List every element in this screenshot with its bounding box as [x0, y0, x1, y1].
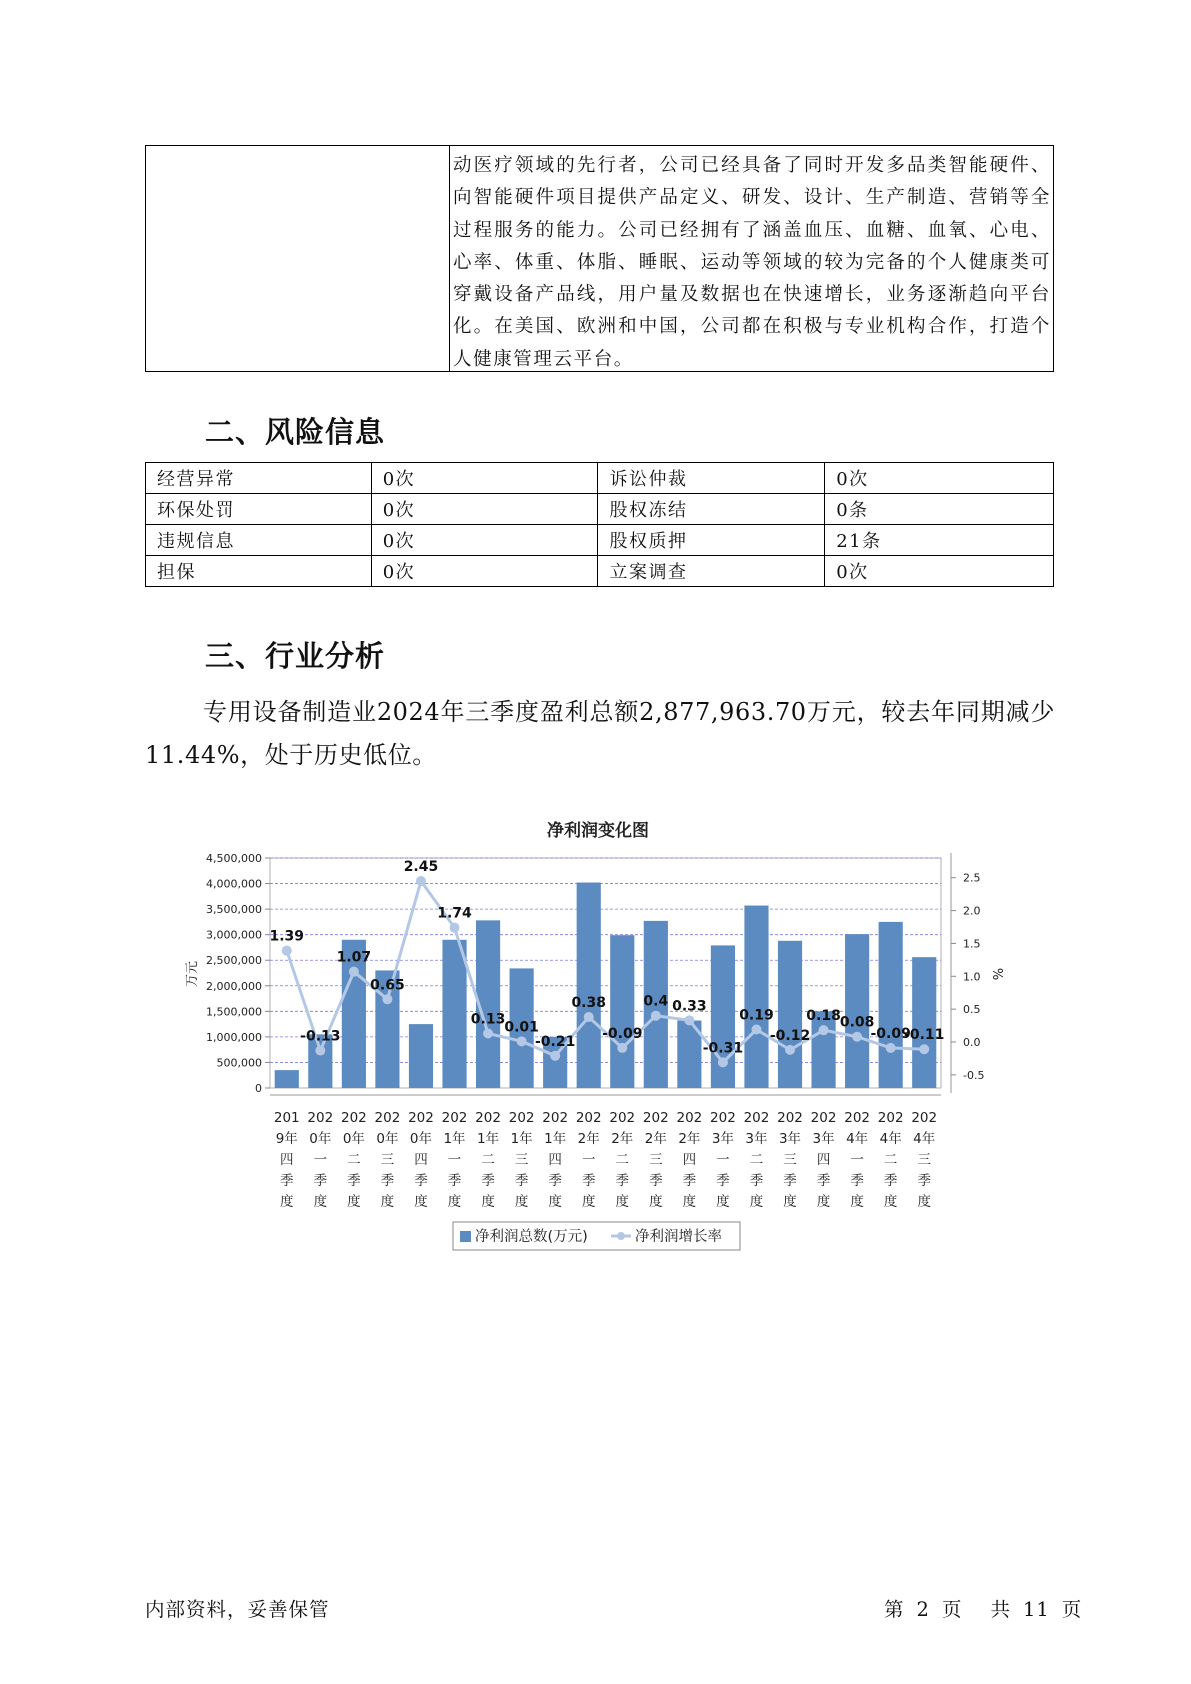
- y2-tick-label: 1.0: [963, 970, 981, 984]
- x-tick-label: 0年: [342, 1131, 365, 1147]
- x-tick-label: 0年: [376, 1131, 399, 1147]
- risk-table: [145, 462, 1054, 587]
- bar: [845, 934, 869, 1088]
- x-tick-label: 202: [374, 1110, 401, 1126]
- x-tick-label: 季: [749, 1173, 764, 1189]
- x-tick-label: 度: [649, 1194, 663, 1210]
- x-tick-label: 季: [615, 1173, 630, 1189]
- x-tick-label: 一: [716, 1152, 730, 1168]
- x-tick-label: 4年: [913, 1131, 936, 1147]
- risk-row: [146, 556, 1054, 587]
- risk-value: 0次: [371, 494, 598, 525]
- growth-point: [315, 1046, 325, 1056]
- bar: [912, 957, 936, 1088]
- y2-tick-label: -0.5: [963, 1068, 985, 1082]
- x-tick-label: 二: [615, 1152, 630, 1168]
- net-profit-chart: [0, 800, 1191, 1270]
- growth-data-label: 0.38: [571, 995, 606, 1012]
- bar: [778, 941, 802, 1088]
- risk-key: 环保处罚: [146, 494, 372, 525]
- page-number: 2: [916, 1598, 930, 1621]
- bar: [409, 1024, 433, 1088]
- bar: [577, 883, 601, 1088]
- x-tick-label: 1年: [510, 1131, 533, 1147]
- x-tick-label: 1年: [544, 1131, 567, 1147]
- x-tick-label: 度: [313, 1194, 328, 1210]
- x-tick-label: 三: [917, 1152, 931, 1168]
- x-tick-label: 度: [481, 1194, 495, 1210]
- x-tick-label: 季: [313, 1173, 328, 1189]
- legend-bar-swatch: [460, 1231, 471, 1242]
- risk-value: 0次: [371, 556, 598, 587]
- chart-legend: [453, 1222, 740, 1250]
- x-tick-label: 度: [447, 1194, 462, 1210]
- x-tick-label: 三: [514, 1152, 529, 1168]
- y2-axis-label: %: [989, 967, 1004, 981]
- x-tick-label: 202: [307, 1110, 334, 1126]
- x-tick-label: 9年: [275, 1131, 298, 1147]
- x-tick-label: 2年: [577, 1131, 600, 1147]
- x-tick-label: 度: [347, 1194, 361, 1210]
- risk-row: [146, 494, 1054, 525]
- x-tick-label: 202: [676, 1110, 703, 1126]
- x-tick-label: 季: [783, 1173, 797, 1189]
- x-tick-label: 季: [649, 1173, 663, 1189]
- growth-point: [584, 1012, 594, 1022]
- bar: [275, 1070, 299, 1088]
- x-tick-label: 202: [810, 1110, 837, 1126]
- growth-point: [349, 967, 359, 977]
- x-tick-label: 度: [716, 1194, 730, 1210]
- x-tick-label: 1年: [477, 1131, 500, 1147]
- x-tick-label: 度: [816, 1194, 831, 1210]
- x-tick-label: 度: [581, 1194, 596, 1210]
- growth-point: [483, 1028, 493, 1038]
- x-tick-label: 度: [548, 1194, 562, 1210]
- x-tick-label: 四: [280, 1152, 294, 1168]
- x-tick-label: 一: [313, 1152, 328, 1168]
- growth-point: [684, 1015, 694, 1025]
- total-prefix: 共: [990, 1598, 1011, 1621]
- growth-data-label: -0.31: [702, 1040, 744, 1057]
- x-tick-label: 二: [481, 1152, 495, 1168]
- growth-point: [718, 1057, 728, 1067]
- x-tick-label: 202: [609, 1110, 636, 1126]
- growth-data-label: -0.11: [904, 1027, 945, 1044]
- x-tick-label: 季: [447, 1173, 462, 1189]
- page-prefix: 第: [884, 1598, 905, 1621]
- x-tick-label: 度: [749, 1194, 764, 1210]
- y-tick-label: 2,500,000: [206, 954, 262, 968]
- growth-point: [852, 1032, 862, 1042]
- growth-data-label: -0.13: [300, 1028, 341, 1045]
- x-tick-label: 202: [408, 1110, 434, 1126]
- x-tick-label: 季: [280, 1173, 294, 1189]
- x-tick-label: 季: [347, 1173, 361, 1189]
- risk-value: 21条: [825, 525, 1054, 556]
- growth-data-label: 0.13: [470, 1011, 506, 1028]
- x-tick-label: 202: [844, 1110, 871, 1126]
- x-tick-label: 季: [883, 1173, 898, 1189]
- growth-point: [886, 1043, 896, 1053]
- y-tick-label: 1,000,000: [206, 1030, 262, 1044]
- growth-point: [919, 1044, 929, 1054]
- industry-paragraph: 专用设备制造业2024年三季度盈利总额2,877,963.70万元，较去年同期减少11.44%，处于历史低位。: [145, 698, 1055, 769]
- y-tick-label: 3,500,000: [206, 903, 262, 917]
- x-tick-label: 二: [883, 1152, 898, 1168]
- y2-tick-label: 0.5: [963, 1003, 981, 1017]
- intro-table-text-cell: 动医疗领域的先行者，公司已经具备了同时开发多品类智能硬件、向智能硬件项目提供产品定义、研发、设计、生产制造、营销等全过程服务的能力。公司已经拥有了涵盖血压、血糖、血氧、心电、心率、体重、体脂、睡眠、运动等领域的较为完备的个人健康类可穿戴设备产品线，用户量及数据也在快速增长，业务逐渐趋向平台化。在美国、欧洲和中国，公司都在积极与专业机构合作，打造个人健康管理云平台。: [453, 155, 1051, 370]
- risk-value: 0次: [825, 556, 1054, 587]
- risk-value: 0次: [825, 463, 1054, 494]
- y-tick-label: 3,000,000: [206, 928, 262, 942]
- x-tick-label: 3年: [711, 1131, 734, 1147]
- risk-key: 立案调查: [598, 556, 825, 587]
- risk-key: 经营异常: [146, 463, 372, 494]
- x-tick-label: 二: [749, 1152, 764, 1168]
- y2-tick-label: 2.0: [963, 904, 981, 918]
- x-tick-label: 202: [710, 1110, 736, 1126]
- x-tick-label: 一: [581, 1152, 596, 1168]
- page-suffix: 页: [941, 1598, 963, 1621]
- chart-title: 净利润变化图: [547, 821, 649, 841]
- growth-point: [517, 1036, 527, 1046]
- y-tick-label: 1,500,000: [206, 1005, 262, 1019]
- bar: [610, 935, 634, 1088]
- y2-tick-label: 0.0: [963, 1036, 981, 1049]
- growth-data-label: 0.4: [643, 993, 669, 1010]
- intro-table: [145, 145, 1054, 372]
- bar: [442, 940, 466, 1088]
- x-tick-label: 季: [548, 1173, 562, 1189]
- x-tick-label: 202: [475, 1110, 501, 1126]
- growth-data-label: -0.12: [769, 1027, 811, 1044]
- y-tick-label: 500,000: [216, 1056, 262, 1070]
- x-tick-label: 202: [340, 1110, 367, 1126]
- x-tick-label: 202: [542, 1110, 569, 1126]
- growth-point: [617, 1043, 627, 1053]
- x-tick-label: 202: [575, 1110, 602, 1126]
- growth-point: [282, 946, 292, 956]
- x-tick-label: 季: [414, 1173, 428, 1189]
- x-tick-label: 0年: [309, 1131, 332, 1147]
- x-tick-label: 201: [273, 1110, 300, 1126]
- growth-point: [651, 1011, 661, 1021]
- x-tick-label: 四: [682, 1152, 697, 1168]
- x-tick-label: 三: [649, 1152, 663, 1168]
- risk-key: 股权冻结: [598, 494, 825, 525]
- risk-row: [146, 525, 1054, 556]
- growth-data-label: 2.45: [403, 859, 439, 875]
- risk-value: 0次: [371, 525, 598, 556]
- growth-point: [382, 994, 392, 1004]
- intro-table-label-cell: [146, 146, 450, 371]
- x-tick-label: 4年: [879, 1131, 902, 1147]
- risk-key: 股权质押: [598, 525, 825, 556]
- x-tick-label: 季: [380, 1173, 395, 1189]
- growth-data-label: 1.07: [336, 949, 372, 966]
- x-tick-label: 三: [380, 1152, 395, 1168]
- x-tick-label: 202: [777, 1110, 803, 1126]
- risk-key: 违规信息: [146, 525, 372, 556]
- bar: [879, 922, 903, 1088]
- legend-line-marker: [617, 1232, 625, 1240]
- x-tick-label: 度: [783, 1194, 797, 1210]
- x-tick-label: 季: [581, 1173, 596, 1189]
- x-tick-label: 202: [743, 1110, 770, 1126]
- x-tick-label: 季: [514, 1173, 529, 1189]
- x-tick-label: 3年: [778, 1131, 802, 1147]
- y-tick-label: 0: [255, 1082, 262, 1095]
- x-tick-label: 度: [917, 1194, 931, 1210]
- x-tick-label: 度: [514, 1194, 529, 1210]
- x-tick-label: 季: [850, 1173, 864, 1189]
- growth-point: [550, 1051, 560, 1061]
- growth-data-label: 1.74: [437, 905, 472, 922]
- growth-point: [819, 1025, 829, 1035]
- x-tick-label: 一: [850, 1152, 864, 1168]
- risk-key: 诉讼仲裁: [598, 463, 825, 494]
- risk-value: 0次: [371, 463, 598, 494]
- growth-data-label: -0.21: [534, 1033, 576, 1050]
- total-suffix: 页: [1061, 1598, 1083, 1621]
- x-tick-label: 3年: [745, 1131, 768, 1147]
- growth-point: [450, 923, 460, 933]
- x-tick-label: 1年: [443, 1131, 466, 1147]
- x-tick-label: 四: [414, 1152, 428, 1168]
- growth-point: [751, 1025, 761, 1035]
- industry-section-heading: 三、行业分析: [205, 639, 386, 673]
- y-tick-label: 4,000,000: [206, 877, 262, 891]
- x-tick-label: 202: [642, 1110, 669, 1126]
- total-pages: 11: [1022, 1598, 1050, 1621]
- x-tick-label: 四: [548, 1152, 562, 1168]
- risk-section-heading: 二、风险信息: [205, 415, 386, 449]
- growth-data-label: 0.01: [504, 1019, 539, 1036]
- risk-value: 0条: [825, 494, 1054, 525]
- x-tick-label: 2年: [678, 1131, 701, 1147]
- growth-data-label: 1.39: [269, 928, 305, 945]
- x-tick-label: 季: [481, 1173, 495, 1189]
- x-tick-label: 四: [816, 1152, 831, 1168]
- y2-tick-label: 2.5: [963, 871, 981, 885]
- growth-data-label: 0.18: [806, 1008, 841, 1025]
- plot-area: [270, 858, 941, 1088]
- y-tick-label: 2,000,000: [206, 979, 262, 993]
- x-tick-label: 202: [441, 1110, 468, 1126]
- x-tick-label: 季: [816, 1173, 831, 1189]
- y-axis-label: 万元: [185, 960, 200, 988]
- x-tick-label: 度: [380, 1194, 395, 1210]
- risk-key: 担保: [146, 556, 372, 587]
- growth-point: [416, 876, 426, 886]
- risk-row: [146, 463, 1054, 494]
- growth-data-label: 0.65: [370, 977, 405, 994]
- x-tick-label: 度: [414, 1194, 428, 1210]
- growth-data-label: 0.33: [672, 998, 707, 1015]
- x-tick-label: 202: [877, 1110, 904, 1126]
- x-tick-label: 3年: [812, 1131, 835, 1147]
- legend-bar-label: 净利润总数(万元): [475, 1229, 588, 1245]
- x-tick-label: 4年: [846, 1131, 869, 1147]
- x-tick-label: 度: [850, 1194, 864, 1210]
- legend-line-label: 净利润增长率: [635, 1229, 722, 1245]
- footer-confidential: 内部资料，妥善保管: [145, 1598, 330, 1621]
- growth-data-label: -0.09: [602, 1025, 643, 1042]
- growth-point: [785, 1045, 795, 1055]
- x-tick-label: 2年: [611, 1131, 634, 1147]
- x-tick-label: 202: [911, 1110, 938, 1126]
- y-tick-label: 4,500,000: [206, 852, 262, 865]
- x-tick-label: 季: [682, 1173, 697, 1189]
- x-tick-label: 三: [783, 1152, 797, 1168]
- growth-data-label: 0.19: [739, 1007, 774, 1024]
- x-tick-label: 季: [716, 1173, 730, 1189]
- x-tick-label: 202: [508, 1110, 535, 1126]
- x-tick-label: 度: [883, 1194, 898, 1210]
- x-tick-label: 度: [280, 1194, 294, 1210]
- growth-data-label: -0.09: [870, 1025, 911, 1042]
- bar: [744, 906, 768, 1088]
- x-tick-label: 度: [682, 1194, 697, 1210]
- x-tick-label: 0年: [409, 1131, 433, 1147]
- x-tick-label: 2年: [644, 1131, 667, 1147]
- y2-tick-label: 1.5: [963, 937, 981, 951]
- x-tick-label: 二: [347, 1152, 361, 1168]
- footer-page-info: [884, 1594, 1094, 1622]
- x-tick-label: 度: [615, 1194, 630, 1210]
- x-tick-label: 季: [917, 1173, 931, 1189]
- x-tick-label: 一: [447, 1152, 462, 1168]
- growth-data-label: 0.08: [839, 1014, 875, 1031]
